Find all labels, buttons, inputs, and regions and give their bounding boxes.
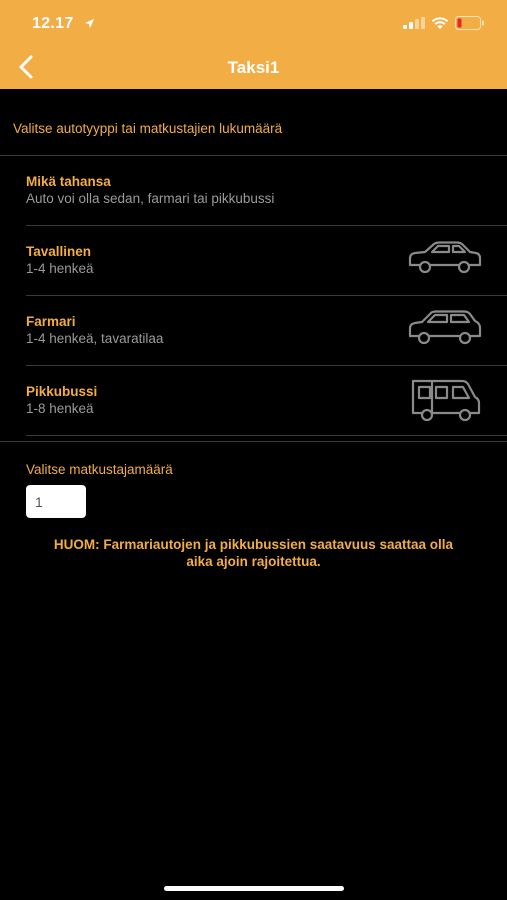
option-title: Pikkubussi: [26, 384, 98, 399]
option-subtitle: Auto voi olla sedan, farmari tai pikkubussi: [26, 191, 275, 206]
signal-icon: [403, 17, 425, 29]
option-any[interactable]: [0, 156, 507, 225]
option-wagon[interactable]: [0, 296, 507, 365]
status-time: 12.17: [32, 15, 74, 32]
home-indicator[interactable]: [164, 886, 344, 891]
page-title: Taksi1: [227, 58, 280, 77]
app-header: [0, 0, 507, 89]
option-subtitle: 1-4 henkeä, tavaratilaa: [26, 331, 164, 346]
option-sedan[interactable]: [0, 226, 507, 295]
station-wagon-icon: [407, 308, 483, 348]
availability-notice: HUOM: Farmariautojen ja pikkubussien saatavuus saattaa olla aika ajoin rajoitettua.: [53, 537, 454, 569]
passenger-count-label: Valitse matkustajamäärä: [26, 462, 173, 477]
divider: [26, 435, 507, 436]
minibus-icon: [409, 378, 483, 422]
option-subtitle: 1-8 henkeä: [26, 401, 94, 416]
option-title: Mikä tahansa: [26, 174, 111, 189]
option-title: Farmari: [26, 314, 76, 329]
wifi-icon: [431, 17, 449, 30]
location-arrow-icon: [84, 18, 95, 29]
battery-low-icon: [455, 16, 485, 30]
sedan-car-icon: [407, 238, 483, 278]
vehicle-type-prompt: Valitse autotyyppi tai matkustajien lukumäärä: [13, 121, 283, 136]
status-icons: [403, 16, 485, 30]
divider: [0, 441, 507, 442]
option-subtitle: 1-4 henkeä: [26, 261, 94, 276]
option-title: Tavallinen: [26, 244, 92, 259]
passenger-count-input[interactable]: [26, 485, 86, 518]
option-minibus[interactable]: [0, 366, 507, 435]
